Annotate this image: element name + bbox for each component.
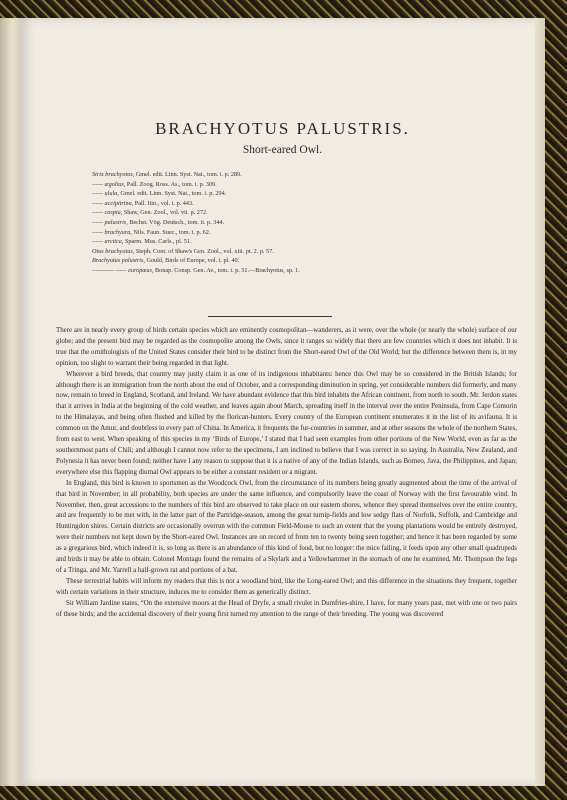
synonym-entry	[92, 247, 512, 257]
paragraph: Wherever a bird breeds, that country may justly claim it as one of its indigenous inhabitants: hence this Owl may be so considered in the British Islands; for although there is an immigration from the north about the end of October, and a corresponding diminution in spring, yet considerable numbers did formerly, and many now, remain to breed in England, Scotland, and Ireland. We have abundant evidence that this bird inhabits the African continent, from north to south. Mr. Jerdon states that it arrives in India at the beginning of the cold weather, and leaves again about March, spreading itself in the interval over the entire Peninsula, from Cape Comorin to the Himalayas, and being often flushed and killed by the florican-hunters. Every country of the European continent enumerates it in the list of its avifauna. It is common on the Amur, and doubtless in every part of China. In America, it frequents the fur-countries in summer, and at other seasons the whole of the northern States, from east to west. When speaking of this species in my ‘Birds of Europe,’ I stated that I had seen examples from other portions of the New World, even as far as the southernmost parts of Chili; and although I cannot now refer to the specimens, I am inclined to believe that I was correct in so saying. In Australia, New Zealand, and Polynesia it has never been found; neither have I any reason to suppose that it is a native of any of the Indian Islands, such as Borneo, Java, the Philippines, and Japan; everywhere else this flapping diurnal Owl appears to be either a constant resident or a migrant.	[56, 370, 517, 476]
synonym-entry	[92, 266, 512, 276]
synonym-entry	[92, 228, 512, 238]
synonym-reference: Pall. Itin., vol. i. p. 443.	[133, 199, 194, 207]
synonymy-list	[92, 170, 512, 276]
synonym-entry	[92, 218, 512, 228]
synonym-name: —— ulula,	[92, 190, 119, 198]
synonym-name: —— accipitrina,	[92, 199, 134, 207]
synonym-entry	[92, 237, 512, 247]
synonym-name: —— brachyura,	[92, 228, 132, 236]
body-text	[56, 326, 517, 620]
paragraph: In England, this bird is known to sportsmen as the Woodcock Owl, from the circumstance of its numbers being greatly augmented about the time of the arrival of that bird in November; in all probability, both species are under the same influence, and compulsorily leave the coast of Norway with the first favourable wind. In November, then, great accessions to the numbers of this bird are observed to take place on our eastern shores, whence they spread themselves over the entire country, and are frequently to be met with, in the latter part of the Partridge-season, among the great turnip-fields and low sedgy flats of Norfolk, Suffolk, and Cambridge and Huntingdon shires. Certain districts are occasionally overrun with the common Field-Mouse to such an extent that the young plantations would be entirely destroyed, were their numbers not kept down by the Short-eared Owl. Instances are on record of from ten to twenty being seen together; and hence it has been regarded by some as a gregarious bird, which indeed it is, so long as there is an abundance of this kind of food, but no longer: the mice failing, it feeds upon any other small quadrupeds and birds it may be able to obtain. Colonel Montagu found the remains of a Skylark and a Yellowhammer in the stomach of one he examined, Mr. Thompson the legs of a Tringa, and Mr. Yarrell a half-grown rat and portions of a bat.	[56, 479, 517, 574]
synonym-reference: Gould, Birds of Europe, vol. i. pl. 40.	[144, 257, 240, 265]
synonym-reference: Bonap. Consp. Gen. Av., tom. i. p. 51.—Brachyotus, sp. 1.	[153, 266, 300, 274]
synonym-entry	[92, 189, 512, 199]
synonym-name: Otus brachyotus,	[92, 247, 135, 255]
synonym-entry	[92, 180, 512, 190]
synonym-name: —— ægolius,	[92, 180, 126, 188]
synonym-name: Brachyotus palustris,	[92, 257, 145, 265]
left-page-edge	[0, 18, 20, 786]
synonym-name: Strix brachyotos,	[92, 171, 135, 178]
synonym-entry	[92, 170, 512, 180]
synonym-reference: Pall. Zoog. Ross. As., tom. i. p. 309.	[125, 180, 217, 188]
synonym-name: —— caspia,	[92, 209, 123, 217]
paragraph: These terrestrial habits will inform my readers that this is not a woodland bird, like the Long-eared Owl; and this difference in the situations they frequent, together with certain variations in their structure, induces me to consider them as generically distinct.	[56, 577, 517, 596]
paragraph: There are in nearly every group of birds certain species which are eminently cosmopolitan—wanderers, as it were, over the whole (or nearly the whole) surface of our globe; and the present bird may be regarded as the cosmopolite among the Owls, since it ranges so widely that there are few countries which it does not inhabit. It is true that the ornithologists of the United States consider their bird to be distinct from the Short-eared Owl of the Old World; but the difference between them is, in my opinion, too slight to warrant their being regarded in that light.	[56, 327, 517, 367]
synonym-name: —— palustris,	[92, 218, 128, 226]
synonym-reference: Gmel. edit. Linn. Syst. Nat., tom. i. p. 289.	[134, 171, 242, 178]
synonym-entry	[92, 256, 512, 266]
page-subtitle: Short-eared Owl.	[242, 144, 323, 156]
synonym-reference: Bechst. Vög. Deutsch., tom. ii. p. 344.	[127, 218, 225, 226]
synonym-name: —— arctica,	[92, 238, 124, 246]
synonym-entry	[92, 199, 512, 209]
synonym-reference: Shaw, Gen. Zool., vol. vii. p. 272.	[122, 209, 208, 217]
page-title: BRACHYOTUS PALUSTRIS.	[155, 119, 410, 138]
book-page	[20, 18, 545, 786]
section-divider	[208, 316, 332, 317]
synonym-reference: Nils. Faun. Suec., tom. i. p. 62.	[131, 228, 211, 236]
paragraph: Sir William Jardine states, “On the extensive moors at the Head of Dryfe, a small rivulet in Dumfries-shire, I have, for many years past, met with one or two pairs of these birds; and the accidental discovery of their young first turned my attention to the range of their breeding. The young was discovered	[56, 599, 517, 618]
synonym-reference: Steph. Cont. of Shaw's Gen. Zool., vol. xiii. pt. 2. p. 57.	[134, 247, 274, 255]
synonym-reference: Sparm. Mus. Carls., pl. 51.	[123, 238, 192, 246]
synonym-reference: Gmel. edit. Linn. Syst. Nat., tom. i. p. 294.	[118, 190, 227, 198]
synonym-entry	[92, 208, 512, 218]
synonym-name: ———— —— europæus,	[92, 266, 154, 274]
